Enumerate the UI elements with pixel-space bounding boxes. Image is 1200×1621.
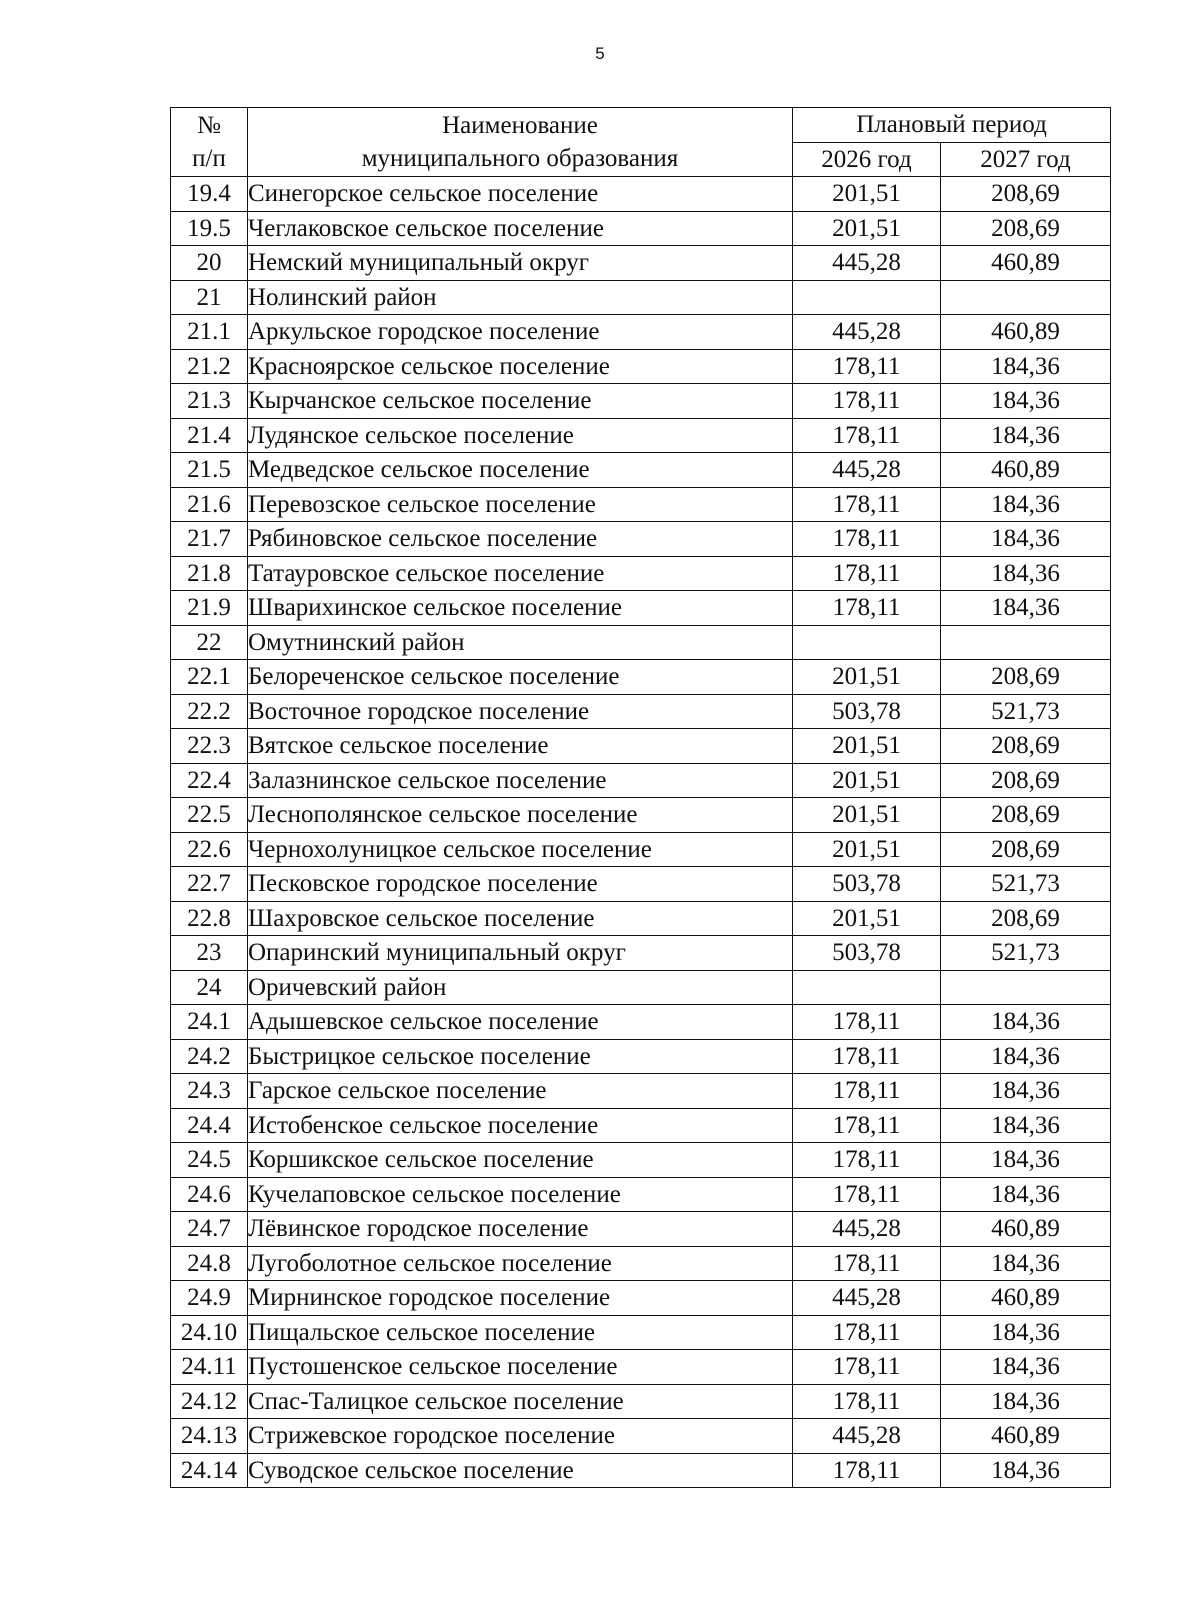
- value-2027: 184,36: [941, 1108, 1111, 1143]
- table-row: [171, 1039, 1111, 1074]
- table-row: [171, 211, 1111, 246]
- municipality-name: Гарское сельское поселение: [248, 1074, 793, 1109]
- value-2026: 178,11: [793, 1384, 941, 1419]
- row-number: 24.13: [171, 1419, 248, 1454]
- table-row: [171, 1177, 1111, 1212]
- table-row: [171, 936, 1111, 971]
- municipality-name: Стрижевское городское поселение: [248, 1419, 793, 1454]
- value-2027: [941, 970, 1111, 1005]
- budget-table: [170, 107, 1111, 1488]
- municipality-name: Нолинский район: [248, 280, 793, 315]
- header-name-line1: Наименование: [442, 112, 598, 139]
- row-number: 24.5: [171, 1143, 248, 1178]
- table-row: [171, 1453, 1111, 1488]
- value-2027: 184,36: [941, 1143, 1111, 1178]
- table-row: [171, 729, 1111, 764]
- municipality-name: Медведское сельское поселение: [248, 453, 793, 488]
- table-row: [171, 798, 1111, 833]
- municipality-name: Перевозское сельское поселение: [248, 487, 793, 522]
- municipality-name: Шварихинское сельское поселение: [248, 591, 793, 626]
- municipality-name: Леснополянское сельское поселение: [248, 798, 793, 833]
- value-2027: 208,69: [941, 177, 1111, 212]
- value-2027: 460,89: [941, 246, 1111, 281]
- value-2026: 178,11: [793, 1177, 941, 1212]
- value-2026: 201,51: [793, 763, 941, 798]
- header-year-2026: 2026 год: [793, 142, 941, 177]
- value-2027: 184,36: [941, 1039, 1111, 1074]
- municipality-name: Синегорское сельское поселение: [248, 177, 793, 212]
- table-row: [171, 970, 1111, 1005]
- table-row: [171, 660, 1111, 695]
- row-number: 24.1: [171, 1005, 248, 1040]
- row-number: 21.1: [171, 315, 248, 350]
- table-row: [171, 349, 1111, 384]
- table-row: [171, 1281, 1111, 1316]
- value-2026: 178,11: [793, 1074, 941, 1109]
- value-2026: 201,51: [793, 177, 941, 212]
- municipality-name: Чернохолуницкое сельское поселение: [248, 832, 793, 867]
- table-row: [171, 763, 1111, 798]
- value-2026: 445,28: [793, 1419, 941, 1454]
- municipality-name: Аркульское городское поселение: [248, 315, 793, 350]
- header-planned-period: Плановый период: [793, 108, 1111, 143]
- value-2027: 460,89: [941, 315, 1111, 350]
- table-row: [171, 832, 1111, 867]
- header-year-2027: 2027 год: [941, 142, 1111, 177]
- value-2027: 184,36: [941, 1350, 1111, 1385]
- value-2027: 460,89: [941, 1419, 1111, 1454]
- row-number: 22.6: [171, 832, 248, 867]
- row-number: 22.1: [171, 660, 248, 695]
- value-2026: 178,11: [793, 522, 941, 557]
- row-number: 21.7: [171, 522, 248, 557]
- municipality-name: Немский муниципальный округ: [248, 246, 793, 281]
- row-number: 24.6: [171, 1177, 248, 1212]
- value-2026: 178,11: [793, 384, 941, 419]
- table-row: [171, 694, 1111, 729]
- row-number: 24.12: [171, 1384, 248, 1419]
- row-number: 24.7: [171, 1212, 248, 1247]
- municipality-name: Вятское сельское поселение: [248, 729, 793, 764]
- municipality-name: Залазнинское сельское поселение: [248, 763, 793, 798]
- municipality-name: Омутнинский район: [248, 625, 793, 660]
- value-2027: 521,73: [941, 694, 1111, 729]
- municipality-name: Чеглаковское сельское поселение: [248, 211, 793, 246]
- value-2026: [793, 280, 941, 315]
- municipality-name: Коршикское сельское поселение: [248, 1143, 793, 1178]
- municipality-name: Красноярское сельское поселение: [248, 349, 793, 384]
- value-2027: 208,69: [941, 832, 1111, 867]
- table-header: [171, 108, 1111, 177]
- value-2027: 208,69: [941, 211, 1111, 246]
- table-row: [171, 246, 1111, 281]
- row-number: 22.4: [171, 763, 248, 798]
- value-2027: 184,36: [941, 1246, 1111, 1281]
- row-number: 24.10: [171, 1315, 248, 1350]
- value-2027: 184,36: [941, 1453, 1111, 1488]
- header-number-column: [171, 108, 248, 177]
- table-row: [171, 1350, 1111, 1385]
- value-2026: 201,51: [793, 798, 941, 833]
- value-2026: 445,28: [793, 315, 941, 350]
- table-row: [171, 625, 1111, 660]
- row-number: 21.9: [171, 591, 248, 626]
- value-2026: 178,11: [793, 591, 941, 626]
- row-number: 24.11: [171, 1350, 248, 1385]
- municipality-name: Пустошенское сельское поселение: [248, 1350, 793, 1385]
- value-2026: 178,11: [793, 556, 941, 591]
- value-2027: 184,36: [941, 1384, 1111, 1419]
- row-number: 24.3: [171, 1074, 248, 1109]
- value-2027: 460,89: [941, 453, 1111, 488]
- value-2027: 208,69: [941, 763, 1111, 798]
- row-number: 21.5: [171, 453, 248, 488]
- table-row: [171, 556, 1111, 591]
- municipality-name: Татауровское сельское поселение: [248, 556, 793, 591]
- table-row: [171, 591, 1111, 626]
- row-number: 20: [171, 246, 248, 281]
- municipality-name: Быстрицкое сельское поселение: [248, 1039, 793, 1074]
- value-2027: 460,89: [941, 1281, 1111, 1316]
- header-number-abbrev: п/п: [192, 145, 226, 172]
- table-row: [171, 453, 1111, 488]
- municipality-name: Истобенское сельское поселение: [248, 1108, 793, 1143]
- municipality-name: Кырчанское сельское поселение: [248, 384, 793, 419]
- page-number: 5: [595, 44, 605, 63]
- value-2026: 178,11: [793, 1315, 941, 1350]
- municipality-name: Восточное городское поселение: [248, 694, 793, 729]
- municipality-name: Белореченское сельское поселение: [248, 660, 793, 695]
- row-number: 22.3: [171, 729, 248, 764]
- municipality-name: Рябиновское сельское поселение: [248, 522, 793, 557]
- row-number: 22.2: [171, 694, 248, 729]
- value-2026: 445,28: [793, 453, 941, 488]
- value-2027: 521,73: [941, 936, 1111, 971]
- table-row: [171, 901, 1111, 936]
- value-2027: 184,36: [941, 384, 1111, 419]
- table-row: [171, 867, 1111, 902]
- value-2027: 184,36: [941, 1074, 1111, 1109]
- value-2027: 184,36: [941, 591, 1111, 626]
- value-2027: [941, 625, 1111, 660]
- table-row: [171, 522, 1111, 557]
- value-2027: 184,36: [941, 349, 1111, 384]
- value-2026: 201,51: [793, 901, 941, 936]
- table-row: [171, 384, 1111, 419]
- value-2026: 178,11: [793, 1350, 941, 1385]
- table-row: [171, 487, 1111, 522]
- value-2027: 184,36: [941, 418, 1111, 453]
- value-2026: 201,51: [793, 660, 941, 695]
- value-2026: [793, 970, 941, 1005]
- value-2026: 178,11: [793, 1108, 941, 1143]
- municipality-name: Лудянское сельское поселение: [248, 418, 793, 453]
- row-number: 22.8: [171, 901, 248, 936]
- table-row: [171, 1074, 1111, 1109]
- municipality-name: Шахровское сельское поселение: [248, 901, 793, 936]
- table-row: [171, 1005, 1111, 1040]
- row-number: 23: [171, 936, 248, 971]
- table-row: [171, 280, 1111, 315]
- row-number: 19.4: [171, 177, 248, 212]
- value-2027: 184,36: [941, 1177, 1111, 1212]
- row-number: 22: [171, 625, 248, 660]
- municipality-name: Опаринский муниципальный округ: [248, 936, 793, 971]
- row-number: 21.3: [171, 384, 248, 419]
- municipality-name: Мирнинское городское поселение: [248, 1281, 793, 1316]
- municipality-name: Спас-Талицкое сельское поселение: [248, 1384, 793, 1419]
- table-body: [171, 177, 1111, 1488]
- value-2026: 178,11: [793, 1246, 941, 1281]
- value-2026: 445,28: [793, 1212, 941, 1247]
- table-row: [171, 1419, 1111, 1454]
- row-number: 24: [171, 970, 248, 1005]
- value-2026: 178,11: [793, 418, 941, 453]
- table-row: [171, 1315, 1111, 1350]
- value-2026: 201,51: [793, 211, 941, 246]
- value-2027: 460,89: [941, 1212, 1111, 1247]
- value-2026: 178,11: [793, 487, 941, 522]
- row-number: 21.8: [171, 556, 248, 591]
- value-2026: 178,11: [793, 1453, 941, 1488]
- value-2026: 445,28: [793, 1281, 941, 1316]
- row-number: 22.7: [171, 867, 248, 902]
- value-2026: 178,11: [793, 1005, 941, 1040]
- value-2026: 503,78: [793, 694, 941, 729]
- value-2026: 201,51: [793, 832, 941, 867]
- value-2027: 208,69: [941, 729, 1111, 764]
- municipality-name: Лугоболотное сельское поселение: [248, 1246, 793, 1281]
- value-2027: 184,36: [941, 522, 1111, 557]
- value-2026: 445,28: [793, 246, 941, 281]
- table-row: [171, 315, 1111, 350]
- row-number: 21.2: [171, 349, 248, 384]
- value-2026: 178,11: [793, 1039, 941, 1074]
- row-number: 24.2: [171, 1039, 248, 1074]
- value-2026: 178,11: [793, 1143, 941, 1178]
- value-2026: 201,51: [793, 729, 941, 764]
- row-number: 21.6: [171, 487, 248, 522]
- value-2026: [793, 625, 941, 660]
- table-row: [171, 1384, 1111, 1419]
- municipality-name: Суводское сельское поселение: [248, 1453, 793, 1488]
- row-number: 21: [171, 280, 248, 315]
- value-2027: 184,36: [941, 487, 1111, 522]
- value-2027: 521,73: [941, 867, 1111, 902]
- table-row: [171, 418, 1111, 453]
- municipality-name: Кучелаповское сельское поселение: [248, 1177, 793, 1212]
- table-row: [171, 1108, 1111, 1143]
- row-number: 24.4: [171, 1108, 248, 1143]
- table-row: [171, 1246, 1111, 1281]
- value-2027: 208,69: [941, 798, 1111, 833]
- municipality-name: Пищальское сельское поселение: [248, 1315, 793, 1350]
- municipality-name: Песковское городское поселение: [248, 867, 793, 902]
- value-2027: 184,36: [941, 1315, 1111, 1350]
- row-number: 21.4: [171, 418, 248, 453]
- municipality-name: Адышевское сельское поселение: [248, 1005, 793, 1040]
- municipality-name: Оричевский район: [248, 970, 793, 1005]
- value-2027: 184,36: [941, 556, 1111, 591]
- header-name-line2: муниципального образования: [361, 145, 679, 172]
- row-number: 22.5: [171, 798, 248, 833]
- value-2027: 208,69: [941, 660, 1111, 695]
- municipality-name: Лёвинское городское поселение: [248, 1212, 793, 1247]
- value-2027: 184,36: [941, 1005, 1111, 1040]
- table-row: [171, 1143, 1111, 1178]
- table-row: [171, 177, 1111, 212]
- row-number: 24.14: [171, 1453, 248, 1488]
- row-number: 19.5: [171, 211, 248, 246]
- value-2027: 208,69: [941, 901, 1111, 936]
- header-number-symbol: №: [197, 112, 221, 139]
- row-number: 24.9: [171, 1281, 248, 1316]
- table-row: [171, 1212, 1111, 1247]
- value-2026: 503,78: [793, 867, 941, 902]
- header-name-column: [248, 108, 793, 177]
- value-2026: 503,78: [793, 936, 941, 971]
- row-number: 24.8: [171, 1246, 248, 1281]
- value-2026: 178,11: [793, 349, 941, 384]
- value-2027: [941, 280, 1111, 315]
